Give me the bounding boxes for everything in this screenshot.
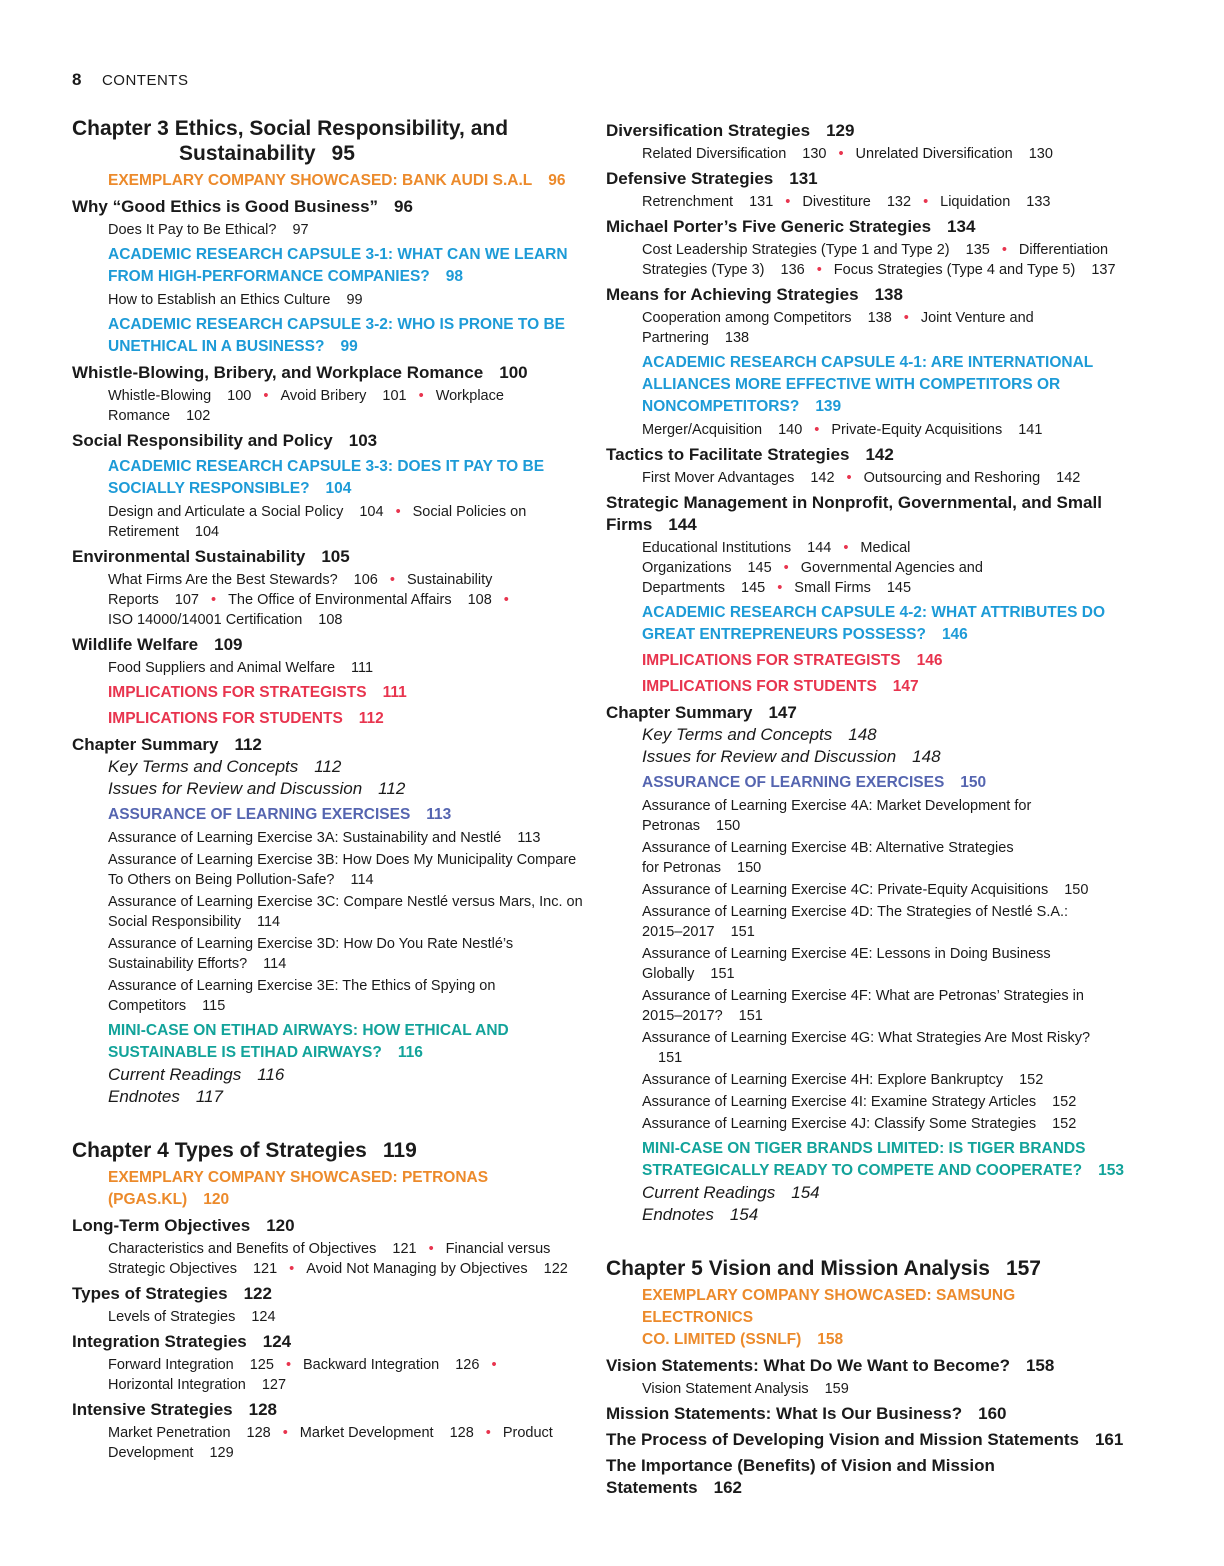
toc-whistle-subsections[interactable]: Whistle-Blowing 100 • Avoid Bribery 101 • Workplace Romance 102	[108, 388, 504, 424]
toc-defensive-subsections[interactable]: Retrenchment 131 • Divestiture 132 • Liquidation 133	[642, 194, 1051, 210]
toc-implications-strategists[interactable]: IMPLICATIONS FOR STRATEGISTS 111	[108, 684, 407, 701]
toc-levels-of-strategies[interactable]: Levels of Strategies 124	[108, 1309, 276, 1325]
toc-endnotes[interactable]: Endnotes 117	[108, 1087, 223, 1106]
bullet-icon: •	[285, 1357, 292, 1373]
toc-issues-review[interactable]: Issues for Review and Discussion 148	[642, 747, 941, 766]
toc-exercise-4d[interactable]: Assurance of Learning Exercise 4D: The Strategies of Nestlé S.A.: 2015–2017 151	[642, 904, 1069, 940]
toc-key-terms[interactable]: Key Terms and Concepts 112	[108, 757, 342, 776]
toc-intensive-strategies[interactable]: Intensive Strategies 128	[72, 1400, 277, 1419]
toc-minicase-etihad[interactable]: MINI-CASE ON ETIHAD AIRWAYS: HOW ETHICAL AND SUSTAINABLE IS ETIHAD AIRWAYS? 116	[108, 1022, 509, 1061]
toc-nonprofit-subsections[interactable]: Educational Institutions 144 • Medical Organizations 145 • Governmental Agencies and Departments 145 • Small Firms 145	[642, 540, 983, 596]
toc-intensive-subsections[interactable]: Market Penetration 128 • Market Development 128 • Product Development 129	[108, 1425, 553, 1461]
bullet-icon: •	[289, 1261, 295, 1277]
section-spacer	[606, 1226, 1126, 1256]
toc-implications-students[interactable]: IMPLICATIONS FOR STUDENTS 112	[108, 710, 384, 727]
bullet-icon: •	[395, 504, 401, 520]
toc-implications-students[interactable]: IMPLICATIONS FOR STUDENTS 147	[642, 678, 919, 695]
toc-diversification[interactable]: Diversification Strategies 129	[606, 121, 855, 140]
bullet-icon: •	[418, 388, 424, 404]
toc-capsule-3-1[interactable]: ACADEMIC RESEARCH CAPSULE 3-1: WHAT CAN WE LEARN FROM HIGH-PERFORMANCE COMPANIES? 98	[108, 246, 568, 285]
toc-environmental[interactable]: Environmental Sustainability 105	[72, 547, 350, 566]
toc-capsule-3-3[interactable]: ACADEMIC RESEARCH CAPSULE 3-3: DOES IT PAY TO BE SOCIALLY RESPONSIBLE? 104	[108, 458, 545, 497]
toc-food-suppliers[interactable]: Food Suppliers and Animal Welfare 111	[108, 660, 374, 676]
bullet-icon: •	[389, 572, 395, 588]
bullet-icon: •	[838, 146, 844, 162]
toc-current-readings[interactable]: Current Readings 154	[642, 1183, 820, 1202]
toc-why-good-ethics[interactable]: Why “Good Ethics is Good Business” 96	[72, 197, 413, 216]
toc-vision-analysis[interactable]: Vision Statement Analysis 159	[642, 1381, 849, 1397]
toc-showcase-petronas[interactable]: EXEMPLARY COMPANY SHOWCASED: PETRONAS (PGAS.KL) 120	[108, 1169, 489, 1208]
toc-does-it-pay[interactable]: Does It Pay to Be Ethical? 97	[108, 222, 309, 238]
bullet-icon: •	[491, 1357, 497, 1373]
toc-long-term-subsections[interactable]: Characteristics and Benefits of Objectives 121 • Financial versus Strategic Objectives 121 • Avoid Not Managing by Objectives 122	[108, 1241, 568, 1277]
bullet-icon: •	[263, 388, 269, 404]
toc-capsule-4-2[interactable]: ACADEMIC RESEARCH CAPSULE 4-2: WHAT ATTRIBUTES DO GREAT ENTREPRENEURS POSSESS? 146	[642, 604, 1105, 643]
toc-social-subsections[interactable]: Design and Articulate a Social Policy 104 • Social Policies on Retirement 104	[108, 504, 527, 540]
toc-integration-subsections[interactable]: Forward Integration 125 • Backward Integration 126 • Horizontal Integration 127	[108, 1357, 497, 1393]
toc-tactics[interactable]: Tactics to Facilitate Strategies 142	[606, 445, 894, 464]
bullet-icon: •	[785, 194, 791, 210]
page-header-title: CONTENTS	[101, 72, 189, 89]
toc-defensive[interactable]: Defensive Strategies 131	[606, 169, 818, 188]
bullet-icon: •	[903, 310, 909, 326]
toc-implications-strategists[interactable]: IMPLICATIONS FOR STRATEGISTS 146	[642, 652, 943, 669]
toc-exercise-4g[interactable]: Assurance of Learning Exercise 4G: What Strategies Are Most Risky?151	[642, 1030, 1091, 1066]
bullet-icon: •	[282, 1425, 288, 1441]
toc-chapter-summary[interactable]: Chapter Summary 147	[606, 703, 797, 722]
toc-importance[interactable]: The Importance (Benefits) of Vision and Mission Statements 162	[606, 1456, 995, 1497]
toc-key-terms[interactable]: Key Terms and Concepts 148	[642, 725, 877, 744]
toc-process-developing[interactable]: The Process of Developing Vision and Mission Statements 161	[606, 1430, 1124, 1449]
toc-current-readings[interactable]: Current Readings 116	[108, 1065, 285, 1084]
toc-whistle-blowing[interactable]: Whistle-Blowing, Bribery, and Workplace Romance 100	[72, 363, 528, 382]
toc-exercise-4b[interactable]: Assurance of Learning Exercise 4B: Alternative Strategies for Petronas 150	[642, 840, 1014, 876]
chapter-3-heading[interactable]: Chapter 3 Ethics, Social Responsibility, and Sustainability 95	[72, 117, 509, 165]
bullet-icon: •	[783, 560, 789, 576]
chapter-5-heading[interactable]: Chapter 5 Vision and Mission Analysis 157	[606, 1257, 1041, 1280]
bullet-icon: •	[210, 592, 217, 608]
toc-nonprofit[interactable]: Strategic Management in Nonprofit, Governmental, and Small Firms 144	[606, 493, 1102, 534]
toc-exercise-4i[interactable]: Assurance of Learning Exercise 4I: Examine Strategy Articles 152	[642, 1094, 1077, 1110]
page-header	[72, 70, 188, 90]
bullet-icon: •	[816, 262, 822, 278]
toc-right-column	[606, 116, 1126, 1499]
toc-env-subsections[interactable]: What Firms Are the Best Stewards? 106 • Sustainability Reports 107 • The Office of Environmental Affairs 108 • ISO 14000/14001 Certification 108	[108, 572, 509, 628]
toc-exercise-4e[interactable]: Assurance of Learning Exercise 4E: Lessons in Doing Business Globally 151	[642, 946, 1051, 982]
bullet-icon: •	[846, 470, 852, 486]
toc-minicase-tiger-brands[interactable]: MINI-CASE ON TIGER BRANDS LIMITED: IS TIGER BRANDS STRATEGICALLY READY TO COMPETE AND COOPERATE? 153	[642, 1140, 1124, 1179]
section-spacer	[72, 1108, 592, 1138]
toc-porter[interactable]: Michael Porter’s Five Generic Strategies 134	[606, 217, 976, 236]
toc-showcase-samsung[interactable]: EXEMPLARY COMPANY SHOWCASED: SAMSUNG ELECTRONICS CO. LIMITED (SSNLF) 158	[642, 1287, 1016, 1348]
toc-tactics-subsections[interactable]: First Mover Advantages 142 • Outsourcing and Reshoring 142	[642, 470, 1081, 486]
toc-exercise-4j[interactable]: Assurance of Learning Exercise 4J: Classify Some Strategies 152	[642, 1116, 1077, 1132]
toc-chapter-summary[interactable]: Chapter Summary 112	[72, 735, 262, 754]
toc-capsule-4-1[interactable]: ACADEMIC RESEARCH CAPSULE 4-1: ARE INTERNATIONAL ALLIANCES MORE EFFECTIVE WITH COMPETITORS OR NONCOMPETITORS? 139	[642, 354, 1094, 415]
toc-long-term-objectives[interactable]: Long-Term Objectives 120	[72, 1216, 295, 1235]
bullet-icon: •	[814, 422, 820, 438]
toc-exercise-3a[interactable]: Assurance of Learning Exercise 3A: Sustainability and Nestlé 113	[108, 830, 541, 846]
toc-wildlife[interactable]: Wildlife Welfare 109	[72, 635, 243, 654]
bullet-icon: •	[777, 580, 783, 596]
toc-issues-review[interactable]: Issues for Review and Discussion 112	[108, 779, 406, 798]
toc-left-column	[72, 116, 592, 1463]
toc-endnotes[interactable]: Endnotes 154	[642, 1205, 759, 1224]
toc-showcase-bank-audi[interactable]: EXEMPLARY COMPANY SHOWCASED: BANK AUDI S.A.L 96	[108, 172, 566, 189]
toc-assurance-exercises[interactable]: ASSURANCE OF LEARNING EXERCISES 150	[642, 774, 987, 791]
bullet-icon: •	[428, 1241, 434, 1257]
bullet-icon: •	[843, 540, 849, 556]
bullet-icon: •	[1001, 242, 1007, 258]
toc-exercise-4h[interactable]: Assurance of Learning Exercise 4H: Explore Bankruptcy 152	[642, 1072, 1044, 1088]
toc-mission-statements[interactable]: Mission Statements: What Is Our Business? 160	[606, 1404, 1007, 1423]
toc-exercise-4a[interactable]: Assurance of Learning Exercise 4A: Market Development for Petronas 150	[642, 798, 1032, 834]
toc-merger-subsections[interactable]: Merger/Acquisition 140 • Private-Equity Acquisitions 141	[642, 422, 1043, 438]
toc-establish-ethics[interactable]: How to Establish an Ethics Culture 99	[108, 292, 363, 308]
toc-vision-statements[interactable]: Vision Statements: What Do We Want to Become? 158	[606, 1356, 1055, 1375]
toc-diversification-subsections[interactable]: Related Diversification 130 • Unrelated Diversification 130	[642, 146, 1053, 162]
chapter-4-heading[interactable]: Chapter 4 Types of Strategies 119	[72, 1139, 417, 1162]
toc-exercise-4f[interactable]: Assurance of Learning Exercise 4F: What are Petronas’ Strategies in 2015–2017? 151	[642, 988, 1084, 1024]
toc-exercise-3b[interactable]: Assurance of Learning Exercise 3B: How Does My Municipality Compare To Others on Being Pollution-Safe? 114	[108, 852, 577, 888]
toc-exercise-4c[interactable]: Assurance of Learning Exercise 4C: Private-Equity Acquisitions 150	[642, 882, 1089, 898]
toc-means[interactable]: Means for Achieving Strategies 138	[606, 285, 903, 304]
toc-types-of-strategies[interactable]: Types of Strategies 122	[72, 1284, 272, 1303]
toc-porter-subsections[interactable]: Cost Leadership Strategies (Type 1 and Type 2) 135 • Differentiation Strategies (Type 3) 136 • Focus Strategies (Type 4 and Type 5) 137	[642, 242, 1116, 278]
bullet-icon: •	[503, 592, 509, 608]
toc-exercise-3e[interactable]: Assurance of Learning Exercise 3E: The Ethics of Spying on Competitors 115	[108, 978, 496, 1014]
toc-social-responsibility[interactable]: Social Responsibility and Policy 103	[72, 431, 378, 450]
toc-integration-strategies[interactable]: Integration Strategies 124	[72, 1332, 292, 1351]
toc-capsule-3-2[interactable]: ACADEMIC RESEARCH CAPSULE 3-2: WHO IS PRONE TO BE UNETHICAL IN A BUSINESS? 99	[108, 316, 566, 355]
toc-assurance-exercises[interactable]: ASSURANCE OF LEARNING EXERCISES 113	[108, 806, 452, 823]
toc-exercise-3d[interactable]: Assurance of Learning Exercise 3D: How Do You Rate Nestlé’s Sustainability Efforts? 114	[108, 936, 514, 972]
bullet-icon: •	[923, 194, 929, 210]
page-number: 8	[72, 70, 82, 89]
toc-exercise-3c[interactable]: Assurance of Learning Exercise 3C: Compare Nestlé versus Mars, Inc. on Social Responsibility 114	[108, 894, 583, 930]
toc-means-subsections[interactable]: Cooperation among Competitors 138 • Joint Venture and Partnering 138	[642, 310, 1034, 346]
bullet-icon: •	[485, 1425, 491, 1441]
